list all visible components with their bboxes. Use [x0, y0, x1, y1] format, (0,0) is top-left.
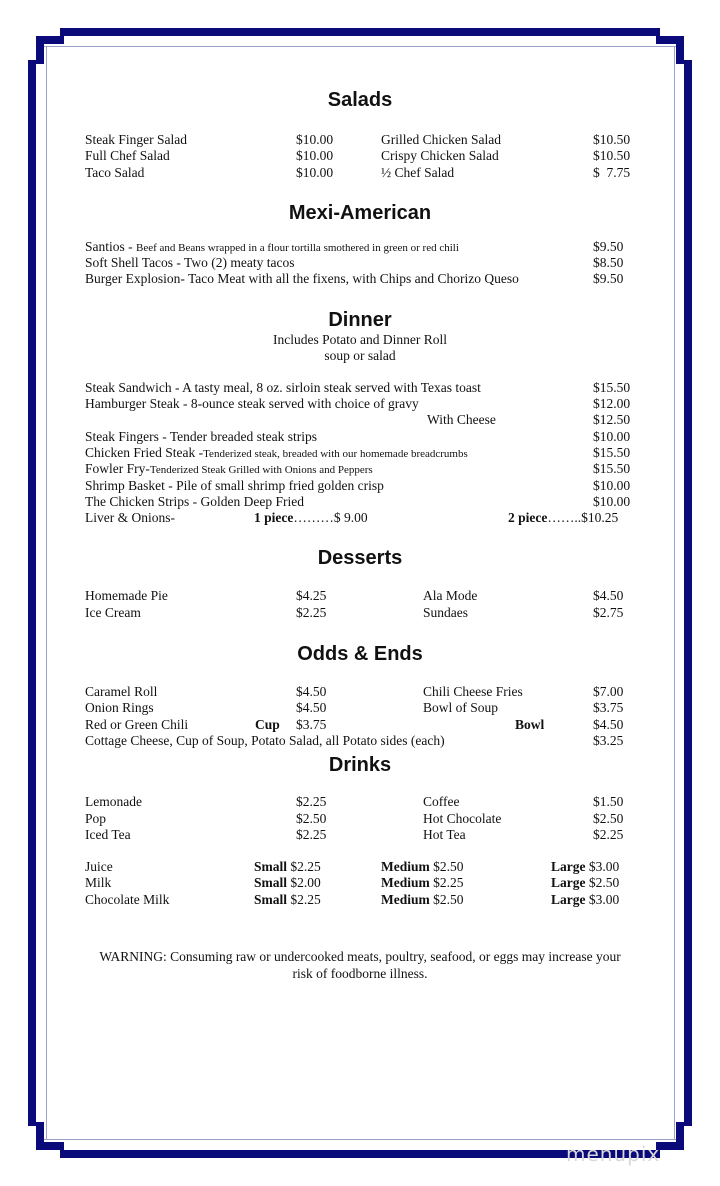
item-name: Ala Mode [423, 588, 478, 604]
item-price: $4.50 [593, 588, 624, 604]
section-title-dinner: Dinner [328, 308, 392, 331]
item-price: $2.25 [296, 604, 327, 620]
menu-row [85, 733, 635, 749]
menu-row [85, 148, 635, 164]
item-name: Full Chef Salad [85, 148, 170, 164]
item-price: $2.25 [296, 794, 327, 810]
item-name: Crispy Chicken Salad [381, 148, 499, 164]
item-price: $3.75 [296, 716, 327, 732]
sized-drinks-list [85, 859, 635, 908]
menu-content [85, 88, 635, 982]
item-price: $4.50 [593, 716, 624, 732]
menu-row [85, 132, 635, 148]
item-name: Soft Shell Tacos - Two (2) meaty tacos [85, 255, 295, 271]
item-name: Steak Finger Salad [85, 132, 187, 147]
menu-row [85, 811, 635, 827]
frame-inner-line-top [44, 46, 676, 47]
item-name: Chocolate Milk [85, 891, 170, 907]
frame-corner-bottom-left [36, 1122, 44, 1150]
item-name: Burger Explosion- Taco Meat with all the fixens, with Chips and Chorizo Queso [85, 271, 519, 287]
item-name: Steak Fingers - Tender breaded steak strips [85, 428, 317, 444]
menu-row [85, 412, 635, 428]
frame-top [60, 28, 660, 36]
section-title-odds-ends: Odds & Ends [297, 643, 423, 666]
warning-notice [85, 948, 635, 982]
menu-row [85, 461, 635, 477]
item-price: $2.50 [296, 810, 327, 826]
item-name: Santios - [85, 238, 137, 254]
item-price: $1.50 [593, 794, 624, 810]
item-name: Milk [85, 875, 112, 891]
item-name: Chili Cheese Fries [423, 684, 523, 700]
item-name: Hamburger Steak - 8-ounce steak served with choice of gravy [85, 396, 419, 412]
frame-corner-top-left [36, 36, 44, 64]
item-price: $2.50 [433, 859, 464, 875]
item-price: $8.50 [593, 255, 624, 271]
size-label: Medium [381, 891, 430, 907]
frame-right [684, 60, 692, 1126]
item-price: $10.00 [296, 164, 334, 180]
warning-line: WARNING: Consuming raw or undercooked meats, poultry, seafood, or eggs may increase your [99, 949, 621, 965]
item-option: With Cheese [427, 412, 496, 428]
size-label: Large [551, 875, 586, 891]
item-price: $2.25 [290, 859, 321, 875]
size-label: Large [551, 859, 586, 875]
menu-row [85, 380, 635, 396]
menu-row [85, 700, 635, 716]
frame-inner-line-bottom [44, 1139, 676, 1140]
leader-dots: …….. [547, 510, 582, 526]
item-name: The Chicken Strips - Golden Deep Fried [85, 493, 304, 509]
item-name: Taco Salad [85, 164, 145, 180]
item-price: $2.50 [588, 875, 620, 891]
item-price: $4.50 [296, 684, 327, 700]
item-description: Tenderized Steak Grilled with Onions and Peppers [149, 464, 373, 477]
item-price: $2.50 [433, 891, 464, 907]
drinks-list [85, 794, 635, 843]
item-name: Fowler Fry- [85, 461, 150, 477]
item-price: $10.50 [593, 148, 631, 164]
dinner-list [85, 380, 635, 527]
menu-row [85, 478, 635, 494]
item-name: Liver & Onions- [85, 510, 175, 526]
item-name: Iced Tea [85, 826, 131, 842]
size-label: Small [254, 859, 288, 875]
item-price: $2.25 [433, 875, 464, 891]
item-price: $3.00 [588, 859, 620, 875]
item-price: $4.50 [296, 700, 327, 716]
menu-row [85, 255, 635, 271]
portion-label: Bowl [515, 716, 545, 732]
size-label: Medium [381, 859, 430, 875]
menu-row [85, 494, 635, 510]
menu-row [85, 429, 635, 445]
item-price: $15.50 [593, 444, 631, 460]
item-price: $3.25 [593, 732, 624, 748]
size-label: Small [254, 875, 288, 891]
item-price: $9.50 [593, 238, 624, 254]
item-price: $2.50 [593, 810, 624, 826]
menu-row [85, 588, 635, 604]
portion-label: 1 piece [254, 510, 294, 526]
item-name: Steak Sandwich - A tasty meal, 8 oz. sirloin steak served with Texas toast [85, 379, 481, 395]
menu-row [85, 794, 635, 810]
frame-inner-line-left [46, 46, 47, 1140]
portion-label: 2 piece [508, 510, 548, 526]
frame-inner-line-right [674, 46, 675, 1140]
size-label: Large [551, 891, 586, 907]
dinner-subtitle: Includes Potato and Dinner Roll [273, 331, 447, 347]
item-name: Hot Tea [423, 826, 466, 842]
item-price: $10.00 [593, 477, 631, 493]
item-name: Homemade Pie [85, 588, 168, 604]
menu-row [85, 859, 635, 875]
item-name: Ice Cream [85, 604, 141, 620]
watermark-logo: menupix [566, 1142, 661, 1166]
item-price: $9.50 [593, 271, 624, 287]
menu-row [85, 892, 635, 908]
item-price: $12.50 [593, 412, 631, 428]
frame-corner-bottom-right [676, 1122, 684, 1150]
menu-row [85, 875, 635, 891]
menu-row [85, 510, 635, 526]
menu-row [85, 445, 635, 461]
item-name: Grilled Chicken Salad [381, 132, 501, 147]
item-name: Coffee [423, 794, 460, 810]
warning-line: risk of foodborne illness. [292, 966, 428, 982]
item-name: Red or Green Chili [85, 716, 189, 732]
frame-left [28, 60, 36, 1126]
item-price: $2.25 [296, 826, 327, 842]
item-name: Hot Chocolate [423, 810, 502, 826]
item-price: $12.00 [593, 396, 631, 412]
odds-list [85, 684, 635, 749]
size-label: Small [254, 891, 288, 907]
section-title-salads: Salads [327, 89, 393, 111]
item-name: Caramel Roll [85, 684, 158, 700]
item-price: $ 7.75 [593, 164, 631, 180]
item-name: Shrimp Basket - Pile of small shrimp fried golden crisp [85, 477, 384, 493]
section-title-desserts: Desserts [317, 547, 403, 570]
menu-row [85, 684, 635, 700]
item-price: $3.00 [588, 891, 620, 907]
item-price: $ 9.00 [333, 510, 368, 526]
item-price: $15.50 [593, 379, 631, 395]
item-name: Sundaes [423, 604, 468, 620]
item-name: Bowl of Soup [423, 700, 499, 716]
item-description: Tenderized steak, breaded with our homemade breadcrumbs [203, 447, 468, 460]
size-label: Medium [381, 875, 430, 891]
item-price: $2.25 [593, 826, 624, 842]
item-name: Cottage Cheese, Cup of Soup, Potato Salad, all Potato sides (each) [85, 732, 445, 748]
menu-row [85, 165, 635, 181]
item-price: $2.75 [593, 604, 624, 620]
item-price: $10.00 [593, 493, 631, 509]
item-price: $10.00 [296, 148, 334, 164]
menu-row [85, 717, 635, 733]
menu-row [85, 271, 635, 287]
desserts-list [85, 588, 635, 621]
dinner-subtitle: soup or salad [324, 347, 396, 363]
menu-row [85, 239, 635, 255]
item-name: Lemonade [85, 794, 142, 810]
menu-row [85, 605, 635, 621]
item-price: $10.00 [296, 132, 334, 147]
item-price: $3.75 [593, 700, 624, 716]
salads-list [85, 132, 635, 181]
item-price: $10.25 [581, 510, 619, 526]
frame-corner-top-right [676, 36, 684, 64]
leader-dots: ……… [293, 510, 334, 526]
section-title-mexi-american: Mexi-American [288, 201, 432, 224]
item-price: $10.00 [593, 428, 631, 444]
item-description: Beef and Beans wrapped in a flour tortilla smothered in green or red chili [136, 241, 459, 254]
mexi-list [85, 239, 635, 288]
item-name: Pop [85, 810, 107, 826]
item-name: Juice [85, 859, 113, 875]
item-name: Onion Rings [85, 700, 154, 716]
menu-row [85, 827, 635, 843]
item-price: $4.25 [296, 588, 327, 604]
item-price: $7.00 [593, 684, 624, 700]
item-price: $2.00 [290, 875, 321, 891]
item-price: $10.50 [593, 132, 631, 147]
portion-label: Cup [255, 716, 280, 732]
section-title-drinks: Drinks [328, 754, 392, 777]
item-name: ½ Chef Salad [381, 164, 455, 180]
item-price: $15.50 [593, 461, 631, 477]
item-name: Chicken Fried Steak - [85, 444, 204, 460]
item-price: $2.25 [290, 891, 321, 907]
menu-row [85, 396, 635, 412]
